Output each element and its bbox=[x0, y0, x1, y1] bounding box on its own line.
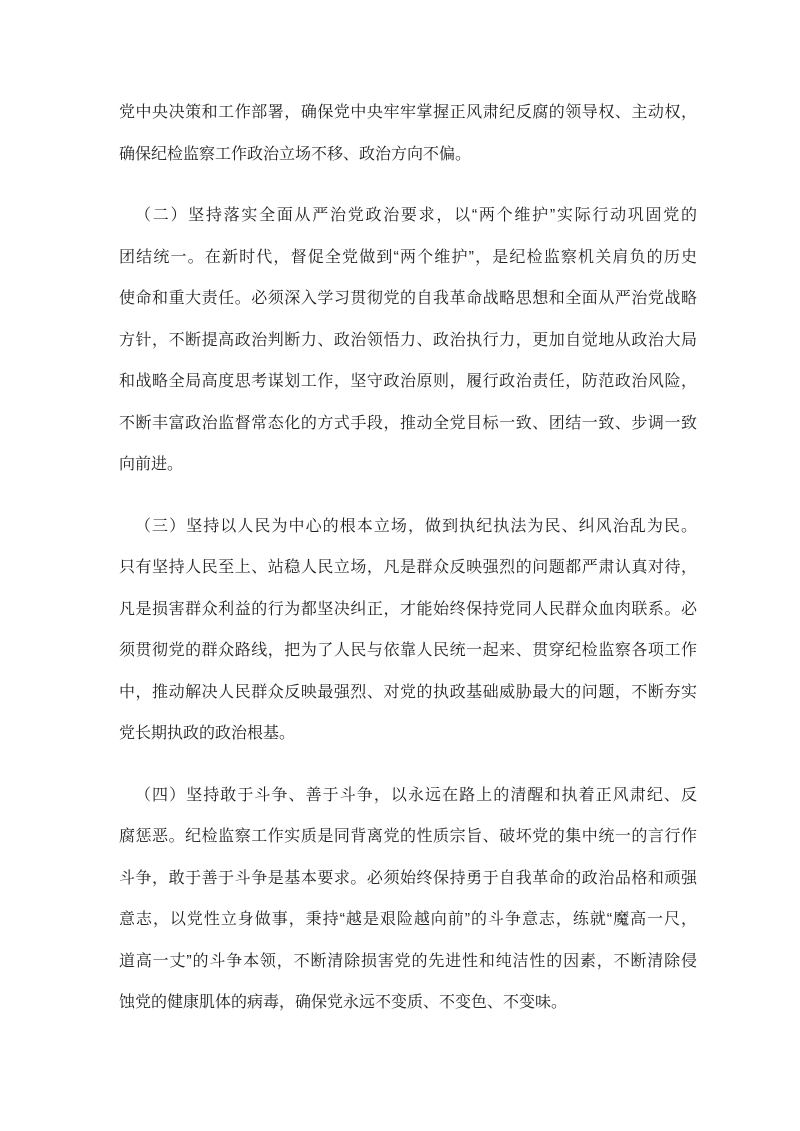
text-line: 只有坚持人民至上、站稳人民立场，凡是群众反映强烈的问题都严肃认真对待， bbox=[119, 559, 697, 576]
text-line: 团结统一。在新时代，督促全党做到“两个维护”，是纪检监察机关肩负的历史 bbox=[119, 248, 697, 266]
text-line: 党长期执政的政治根基。 bbox=[119, 725, 296, 742]
text-line: （四）坚持敢于斗争、善于斗争，以永远在路上的清醒和执着正风肃纪、反 bbox=[135, 786, 697, 804]
text-line: 斗争，敢于善于斗争是基本要求。必须始终保持勇于自我革命的政治品格和顽强 bbox=[119, 869, 697, 887]
text-line: 和战略全局高度思考谋划工作，坚守政治原则，履行政治责任，防范政治风险， bbox=[119, 373, 697, 390]
text-line: 使命和重大责任。必须深入学习贯彻党的自我革命战略思想和全面从严治党战略 bbox=[119, 290, 697, 307]
text-line: 道高一丈”的斗争本领，不断清除损害党的先进性和纯洁性的因素，不断清除侵 bbox=[119, 952, 697, 970]
text-line: 党中央决策和工作部署，确保党中央牢牢掌握正风肃纪反腐的领导权、主动权， bbox=[119, 104, 697, 121]
text-line: 方针，不断提高政治判断力、政治领悟力、政治执行力，更加自觉地从政治大局 bbox=[119, 331, 697, 349]
text-line: 向前进。 bbox=[119, 456, 184, 473]
text-line: 凡是损害群众利益的行为都坚决纠正，才能始终保持党同人民群众血肉联系。必 bbox=[119, 600, 697, 618]
paragraph bbox=[119, 506, 697, 755]
paragraph bbox=[119, 775, 697, 1024]
text-line: 蚀党的健康肌体的病毒，确保党永远不变质、不变色、不变味。 bbox=[119, 994, 568, 1011]
text-line: （二）坚持落实全面从严治党政治要求，以“两个维护”实际行动巩固党的 bbox=[135, 207, 697, 224]
text-line: 确保纪检监察工作政治立场不移、政治方向不偏。 bbox=[119, 145, 472, 163]
text-line: 中，推动解决人民群众反映最强烈、对党的执政基础威胁最大的问题，不断夯实 bbox=[119, 683, 697, 701]
text-line: 意志，以党性立身做事，秉持“越是艰险越向前”的斗争意志，练就“魔高一尺， bbox=[119, 911, 697, 928]
text-line: 腐惩恶。纪检监察工作实质是同背离党的性质宗旨、破坏党的集中统一的言行作 bbox=[119, 828, 697, 845]
text-line: 须贯彻党的群众路线，把为了人民与依靠人民统一起来、贯穿纪检监察各项工作 bbox=[119, 642, 697, 659]
paragraph bbox=[119, 92, 697, 175]
text-line: （三）坚持以人民为中心的根本立场，做到执纪执法为民、纠风治乱为民。 bbox=[135, 517, 697, 535]
paragraph bbox=[119, 195, 697, 486]
text-line: 不断丰富政治监督常态化的方式手段，推动全党目标一致、团结一致、步调一致 bbox=[119, 414, 697, 432]
